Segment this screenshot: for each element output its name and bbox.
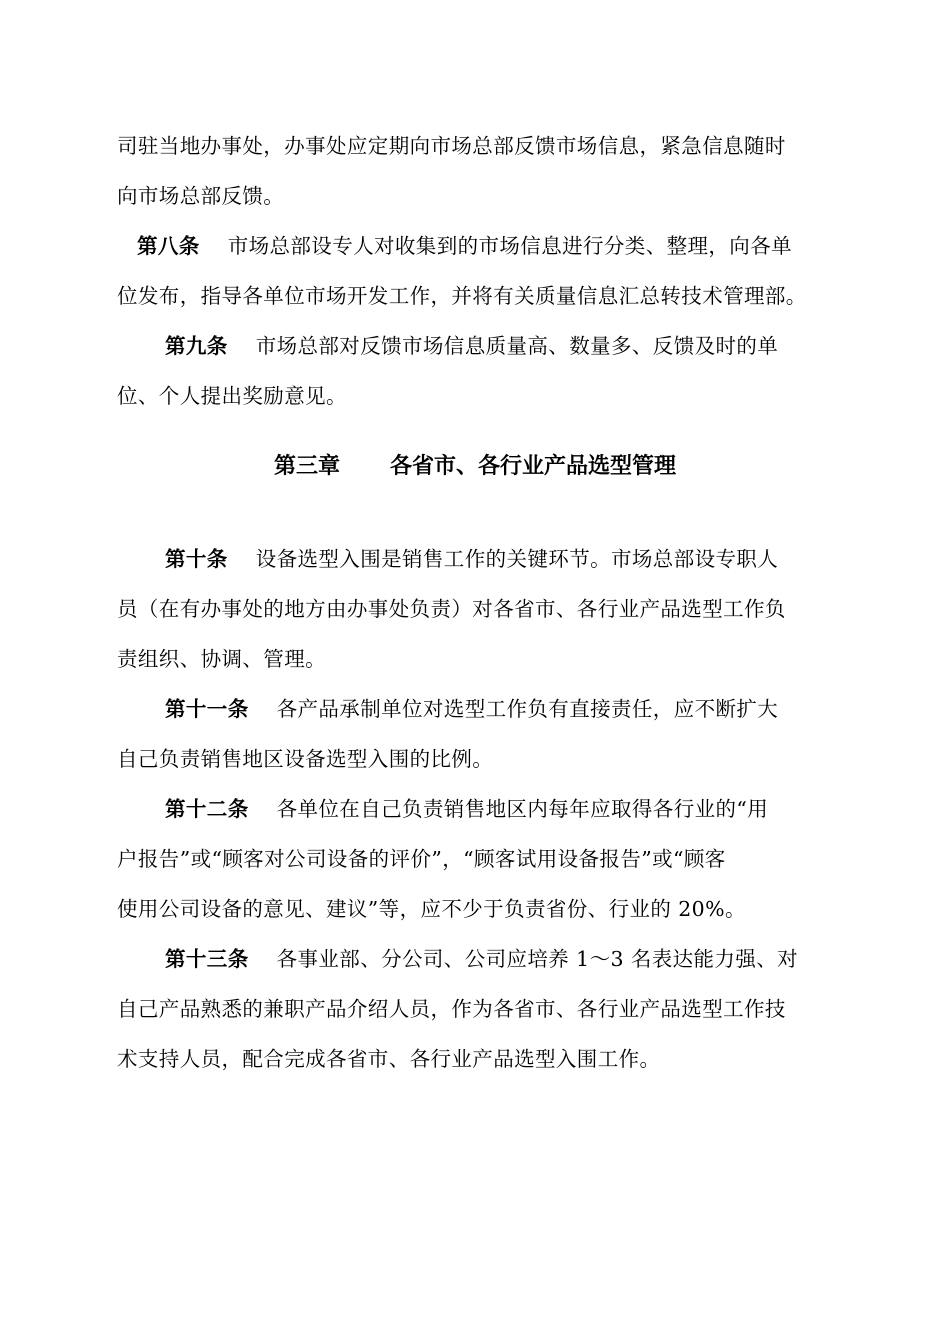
paragraph-line: 司驻当地办事处，办事处应定期向市场总部反馈市场信息，紧急信息随时 — [117, 134, 786, 158]
article-12-line-2: 户报告”或“顾客对公司设备的评价”，“顾客试用设备报告”或“顾客 — [117, 847, 726, 871]
article-12-line-3: 使用公司设备的意见、建议”等，应不少于负责省份、行业的 20%。 — [117, 897, 746, 921]
article-9-line-2: 位、个人提出奖励意见。 — [117, 384, 347, 408]
article-label: 第十条 — [165, 547, 228, 571]
article-10-line-3: 责组织、协调、管理。 — [117, 647, 326, 671]
article-10-line-1 — [165, 545, 778, 573]
article-text: 各产品承制单位对选型工作负有直接责任，应不断扩大 — [276, 697, 779, 721]
article-11-line-1 — [165, 695, 778, 723]
article-label: 第十三条 — [165, 947, 249, 971]
chapter-number: 第三章 — [273, 453, 340, 479]
article-text: 市场总部对反馈市场信息质量高、数量多、反馈及时的单 — [255, 334, 779, 358]
article-text: 各事业部、分公司、公司应培养 1～3 名表达能力强、对 — [276, 947, 799, 971]
article-label: 第九条 — [165, 334, 228, 358]
article-text: 市场总部设专人对收集到的市场信息进行分类、整理，向各单 — [227, 234, 793, 258]
article-text: 各单位在自己负责销售地区内每年应取得各行业的“用 — [276, 797, 769, 821]
chapter-heading — [0, 451, 950, 481]
paragraph-line: 向市场总部反馈。 — [117, 184, 285, 208]
article-13-line-3: 术支持人员，配合完成各省市、各行业产品选型入围工作。 — [117, 1047, 661, 1071]
article-text: 设备选型入围是销售工作的关键环节。市场总部设专职人 — [255, 547, 779, 571]
article-8-line-2: 位发布，指导各单位市场开发工作，并将有关质量信息汇总转技术管理部。 — [117, 284, 807, 308]
article-11-line-2: 自己负责销售地区设备选型入围的比例。 — [117, 747, 494, 771]
article-13-line-1 — [165, 945, 798, 973]
article-9-line-1 — [165, 332, 778, 360]
article-12-line-1 — [165, 795, 768, 823]
chapter-title: 各省市、各行业产品选型管理 — [390, 453, 677, 479]
article-13-line-2: 自己产品熟悉的兼职产品介绍人员，作为各省市、各行业产品选型工作技 — [117, 997, 786, 1021]
article-8-line-1 — [137, 232, 792, 260]
article-label: 第八条 — [137, 234, 200, 258]
article-label: 第十一条 — [165, 697, 249, 721]
article-label: 第十二条 — [165, 797, 249, 821]
article-10-line-2: 员（在有办事处的地方由办事处负责）对各省市、各行业产品选型工作负 — [117, 597, 786, 621]
